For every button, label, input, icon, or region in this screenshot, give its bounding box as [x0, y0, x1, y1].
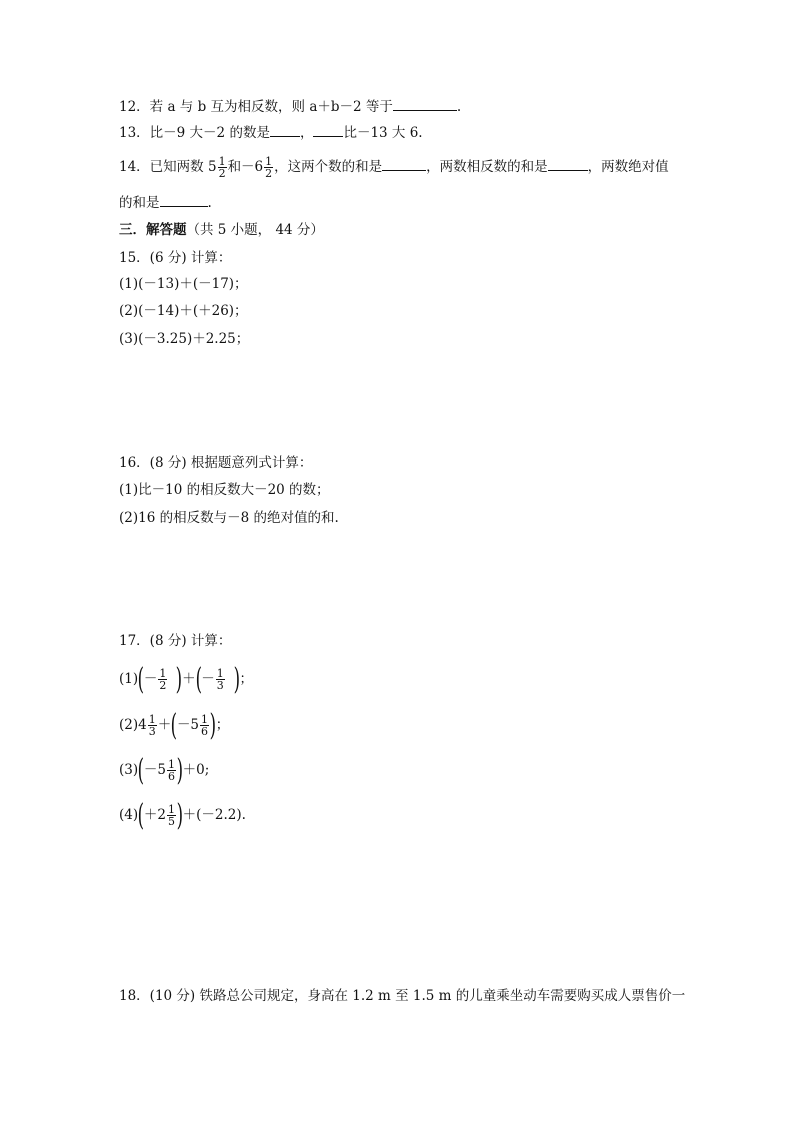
fraction-denominator: 3	[216, 679, 224, 692]
fraction	[167, 759, 176, 782]
left-paren: (	[137, 661, 145, 697]
q12-answer-blank	[393, 96, 457, 111]
q13-text: 13．比－9 大－2 的数是	[119, 125, 270, 141]
q14-line2-end: .	[207, 195, 212, 211]
q14-text-c: ，两数绝对值	[587, 159, 669, 175]
q16-item-1: (1)比－10 的相反数大－20 的数；	[119, 482, 330, 498]
expression-tail: ＋0;	[182, 762, 210, 778]
q17-item-4	[119, 797, 246, 833]
q17-header: 17．(8 分) 计算：	[119, 633, 232, 649]
item-label: (4)	[119, 807, 139, 823]
q15-header: 15．(6 分) 计算：	[119, 250, 232, 266]
q14-mid: 和－6	[227, 159, 264, 175]
q12-text: 12．若 a 与 b 互为相反数，则 a＋b－2 等于	[119, 99, 393, 115]
q13-answer-blank-1	[270, 122, 300, 137]
fraction-denominator: 5	[167, 815, 175, 828]
q14-fraction-1	[218, 156, 227, 179]
fraction-denominator: 2	[218, 167, 226, 180]
sign: －5	[176, 717, 200, 733]
left-paren: (	[195, 661, 202, 697]
expression-tail: ＋(－2.2).	[182, 807, 246, 823]
end-mark: ；	[239, 671, 253, 687]
q16-item-2: (2)16 的相反数与－8 的绝对值的和.	[119, 510, 339, 526]
left-paren: (	[137, 752, 145, 788]
item-label: (3)	[119, 762, 139, 778]
fraction	[148, 714, 157, 737]
fraction-numerator: 1	[218, 155, 226, 168]
fraction-numerator: 1	[167, 758, 175, 771]
q17-item-3	[119, 752, 210, 788]
right-paren: )	[176, 797, 184, 833]
fraction-denominator: 6	[201, 725, 209, 738]
section-3-note: （共 5 小题， 44 分）	[186, 222, 324, 238]
q14-line2-text: 的和是	[119, 195, 160, 211]
q15-item-1: (1)(－13)＋(－17)；	[119, 276, 248, 292]
fraction	[216, 668, 225, 691]
question-12	[119, 96, 461, 117]
operator: ＋	[157, 717, 172, 733]
q15-item-3: (3)(－3.25)＋2.25；	[119, 331, 250, 347]
section-3-heading	[119, 220, 324, 240]
question-14-line-2	[119, 192, 212, 213]
section-3-title: 三．解答题	[119, 222, 187, 238]
fraction-numerator: 1	[265, 155, 273, 168]
q14-text-b: ，两数相反数的和是	[426, 159, 548, 175]
q17-item-2	[119, 707, 230, 743]
q14-answer-blank-3	[160, 192, 208, 207]
fraction-numerator: 1	[201, 713, 209, 726]
fraction	[200, 714, 209, 737]
q12-end: .	[456, 99, 462, 115]
q13-comma: ，	[299, 125, 314, 141]
right-paren: )	[175, 661, 183, 697]
fraction-denominator: 3	[148, 725, 156, 738]
q13-answer-blank-2	[313, 122, 343, 137]
q14-prefix: 14．已知两数 5	[119, 159, 217, 175]
question-14	[119, 156, 669, 179]
q14-answer-blank-2	[548, 156, 588, 171]
right-paren: )	[209, 707, 217, 743]
sign: －	[201, 671, 215, 687]
sign: ＋2	[143, 807, 166, 823]
q13-text-end: 比－13 大 6.	[343, 125, 423, 141]
fraction-denominator: 2	[159, 679, 167, 692]
item-label: (2)4	[119, 717, 147, 733]
q15-item-2: (2)(－14)＋(＋26)；	[119, 303, 248, 319]
q14-text-a: ，这两个数的和是	[274, 159, 383, 175]
fraction-numerator: 1	[167, 803, 175, 816]
fraction-denominator: 6	[167, 770, 175, 783]
q14-fraction-2	[264, 156, 273, 179]
q17-item-1	[119, 661, 253, 697]
left-paren: (	[137, 797, 145, 833]
q16-header: 16．(8 分) 根据题意列式计算：	[119, 455, 313, 471]
fraction	[167, 804, 176, 827]
right-paren: )	[176, 752, 184, 788]
end-mark: ；	[215, 717, 230, 733]
q14-answer-blank-1	[382, 156, 426, 171]
fraction-denominator: 2	[265, 167, 273, 180]
question-13	[119, 122, 423, 143]
sign: －	[143, 671, 158, 687]
fraction-numerator: 1	[159, 667, 167, 680]
fraction-numerator: 1	[148, 713, 156, 726]
fraction	[158, 668, 167, 691]
operator: ＋	[182, 671, 196, 687]
item-label: (1)	[119, 671, 139, 687]
right-paren: )	[233, 661, 240, 697]
fraction-numerator: 1	[216, 667, 224, 680]
left-paren: (	[170, 707, 178, 743]
q18-text: 18．(10 分) 铁路总公司规定，身高在 1.2 m 至 1.5 m 的儿童乘坐动车需要购买成人票售价一	[119, 988, 686, 1004]
sign: －5	[143, 762, 166, 778]
